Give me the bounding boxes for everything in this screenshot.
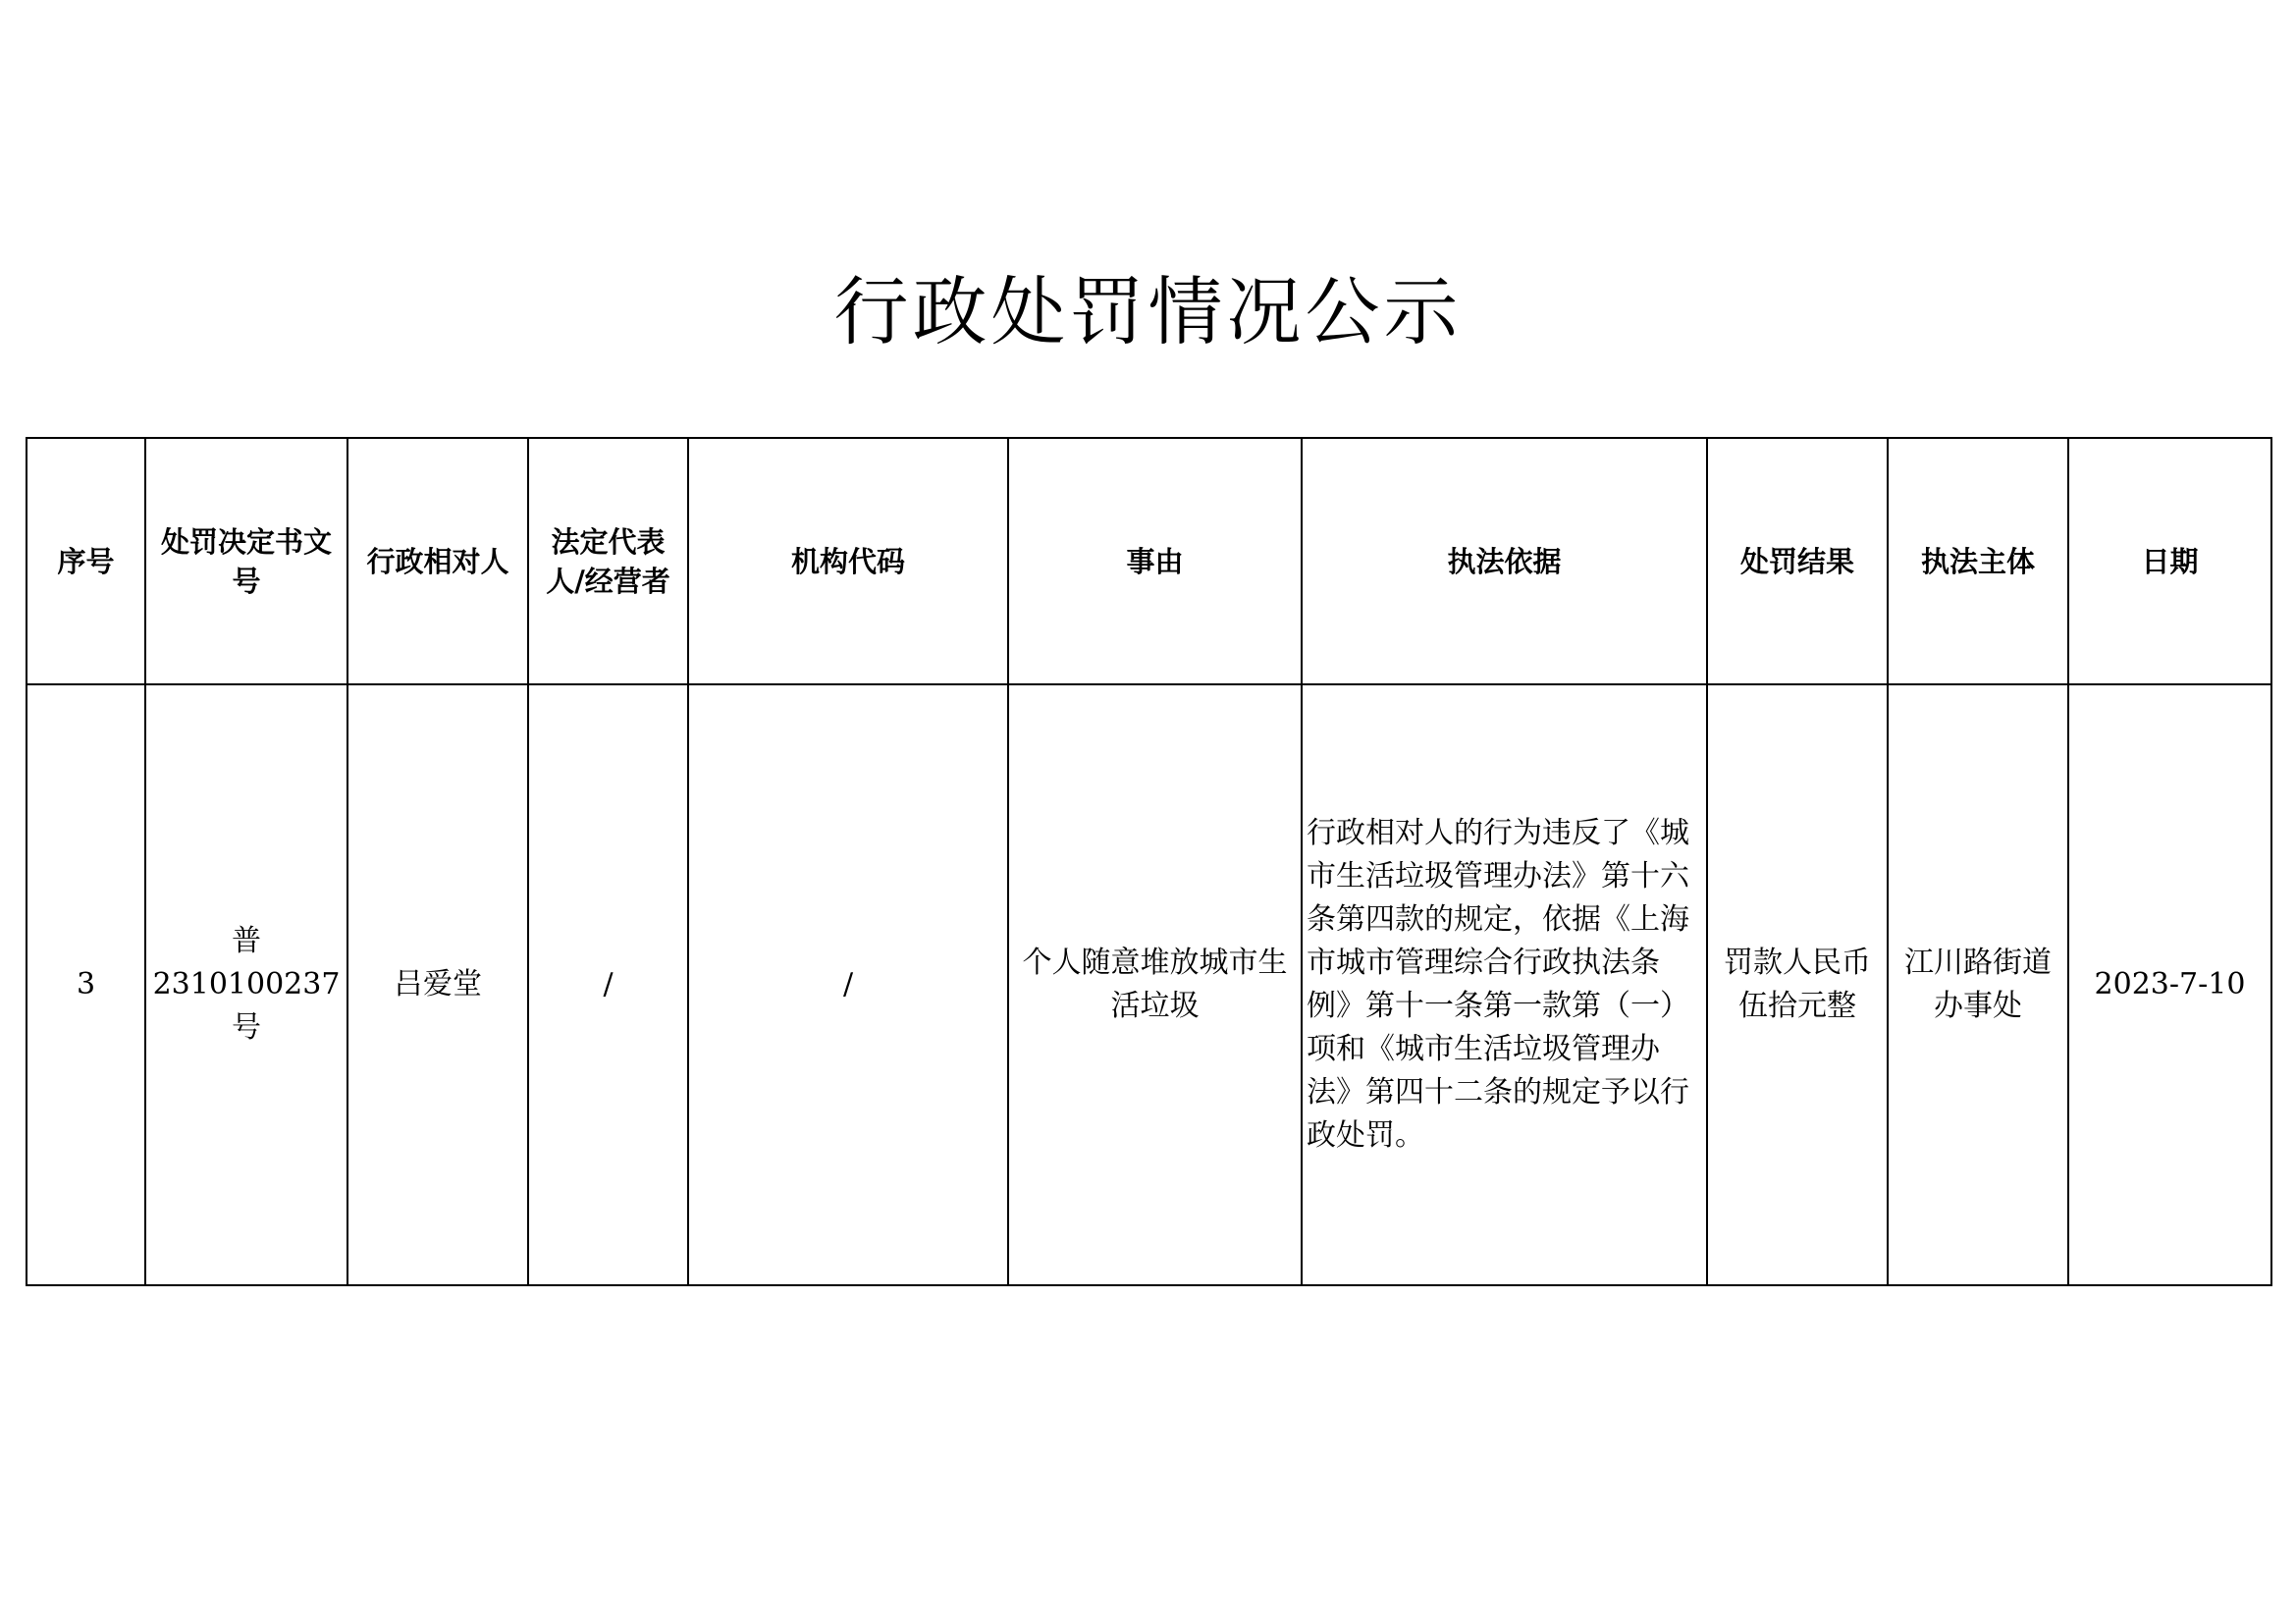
cell-party: 吕爱堂: [347, 684, 528, 1285]
header-decision-no: 处罚决定书文号: [145, 438, 347, 684]
header-reason: 事由: [1008, 438, 1302, 684]
page-title: 行政处罚情况公示: [833, 268, 1463, 355]
header-authority: 执法主体: [1888, 438, 2068, 684]
penalty-table: [26, 437, 2272, 1286]
cell-result: 罚款人民币伍拾元整: [1707, 684, 1888, 1285]
header-basis: 执法依据: [1302, 438, 1707, 684]
cell-reason: 个人随意堆放城市生活垃圾: [1008, 684, 1302, 1285]
cell-date: 2023-7-10: [2068, 684, 2271, 1285]
header-party: 行政相对人: [347, 438, 528, 684]
table-row: [27, 684, 2271, 1285]
header-seq: 序号: [27, 438, 145, 684]
cell-seq: 3: [27, 684, 145, 1285]
cell-legal-rep: /: [528, 684, 688, 1285]
cell-basis: 行政相对人的行为违反了《城市生活垃圾管理办法》第十六条第四款的规定，依据《上海市城市管理综合行政执法条例》第十一条第一款第（一）项和《城市生活垃圾管理办法》第四十二条的规定予以行政处罚。: [1302, 684, 1707, 1285]
cell-decision-no: 普2310100237号: [145, 684, 347, 1285]
header-date: 日期: [2068, 438, 2271, 684]
header-result: 处罚结果: [1707, 438, 1888, 684]
header-legal-rep: 法定代表人/经营者: [528, 438, 688, 684]
cell-authority: 江川路街道办事处: [1888, 684, 2068, 1285]
cell-org-code: /: [688, 684, 1008, 1285]
table-header-row: [27, 438, 2271, 684]
header-org-code: 机构代码: [688, 438, 1008, 684]
